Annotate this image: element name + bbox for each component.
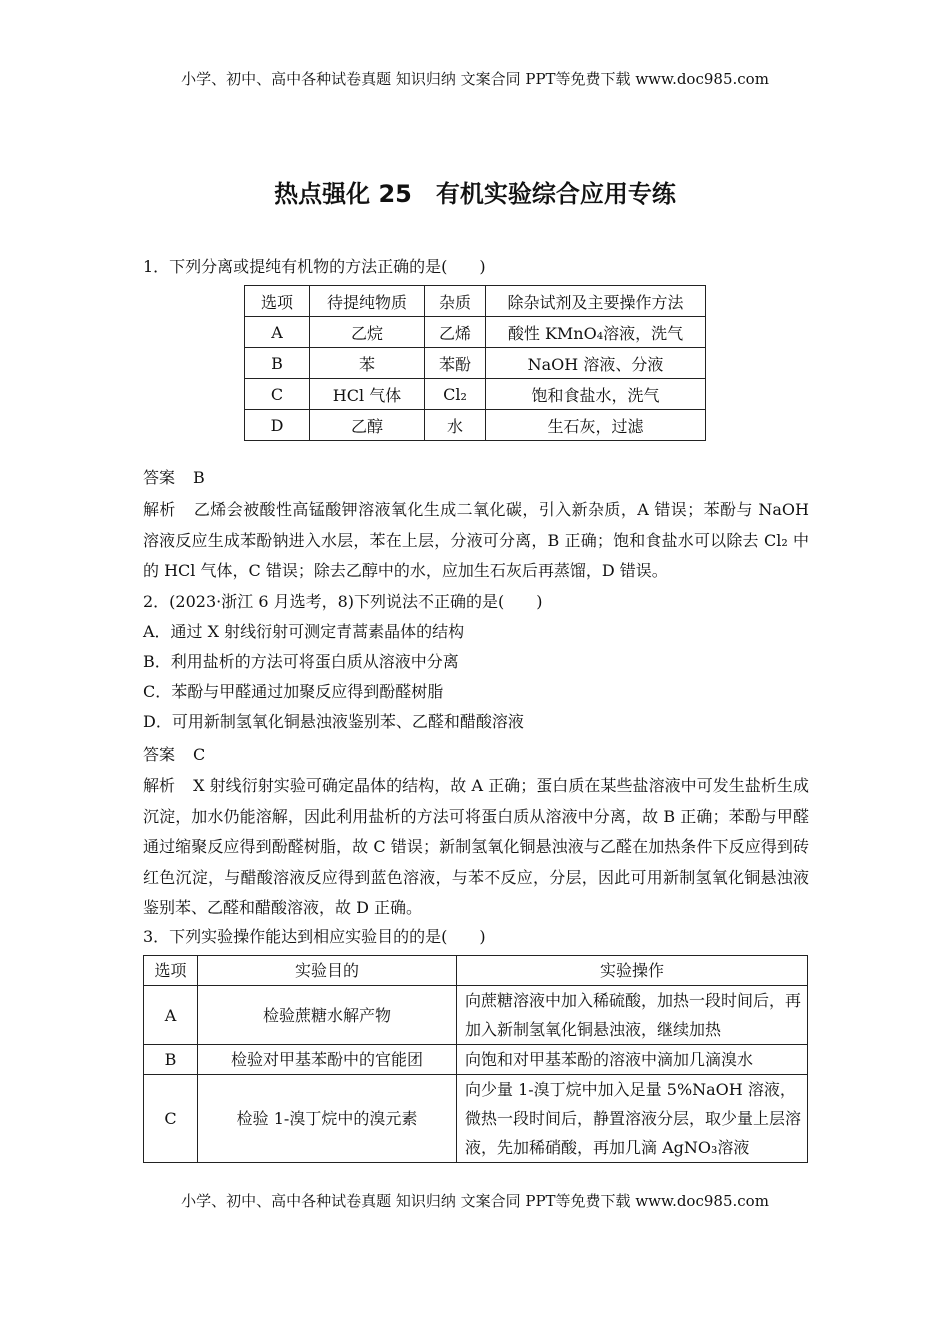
cell: HCl 气体: [310, 379, 425, 410]
cell: 苯酚: [425, 348, 486, 379]
cell: 向蔗糖溶液中加入稀硫酸，加热一段时间后，再加入新制氢氧化铜悬浊液，继续加热: [457, 986, 808, 1045]
answer-label: 答案: [143, 468, 176, 487]
q2-analysis: [143, 771, 809, 924]
answer-label: 答案: [143, 745, 176, 764]
cell: 检验对甲基苯酚中的官能团: [198, 1045, 457, 1075]
cell: 检验 1-溴丁烷中的溴元素: [198, 1075, 457, 1163]
cell: 乙烯: [425, 317, 486, 348]
cell: A: [144, 986, 198, 1045]
analysis-text: X 射线衍射实验可确定晶体的结构，故 A 正确；蛋白质在某些盐溶液中可发生盐析生成沉淀，加水仍能溶解，因此利用盐析的方法可将蛋白质从溶液中分离，故 B 正确；苯酚与甲醛通过缩聚反应得到酚醛树脂，故 C 错误；新制氢氧化铜悬浊液与乙醛在加热条件下反应得到砖红色沉淀，与醋酸溶液反应得到蓝色溶液，与苯不反应，分层，因此可用新制氢氧化铜悬浊液鉴别苯、乙醛和醋酸溶液，故 D 正确。: [143, 776, 809, 917]
table-row: [144, 986, 808, 1045]
cell: 向饱和对甲基苯酚的溶液中滴加几滴溴水: [457, 1045, 808, 1075]
page-header: 小学、初中、高中各种试卷真题 知识归纳 文案合同 PPT等免费下载 www.doc985.com: [181, 70, 769, 88]
cell: 酸性 KMnO₄溶液，洗气: [486, 317, 706, 348]
header-cell: 选项: [245, 286, 310, 317]
cell: 乙醇: [310, 410, 425, 441]
table-row: [245, 348, 706, 379]
cell: D: [245, 410, 310, 441]
cell: 乙烷: [310, 317, 425, 348]
cell: 生石灰，过滤: [486, 410, 706, 441]
page-title: 热点强化 25 有机实验综合应用专练: [274, 180, 676, 208]
cell: NaOH 溶液、分液: [486, 348, 706, 379]
cell: 水: [425, 410, 486, 441]
analysis-label: 解析: [143, 500, 176, 519]
table-header-row: [245, 286, 706, 317]
table-row: [144, 1045, 808, 1075]
answer-value: B: [193, 468, 205, 487]
cell: A: [245, 317, 310, 348]
q2-answer: [143, 740, 809, 770]
table-row: [245, 410, 706, 441]
q2-option: B．利用盐析的方法可将蛋白质从溶液中分离: [143, 652, 459, 671]
analysis-text: 乙烯会被酸性高锰酸钾溶液氧化生成二氧化碳，引入新杂质，A 错误；苯酚与 NaOH 溶液反应生成苯酚钠进入水层，苯在上层，分液可分离，B 正确；饱和食盐水可以除去 Cl₂ 中的 HCl 气体，C 错误；除去乙醇中的水，应加生石灰后再蒸馏，D 错误。: [143, 500, 809, 580]
cell: C: [144, 1075, 198, 1163]
cell: C: [245, 379, 310, 410]
cell: 向少量 1-溴丁烷中加入足量 5%NaOH 溶液，微热一段时间后，静置溶液分层，取少量上层溶液，先加稀硝酸，再加几滴 AgNO₃溶液: [457, 1075, 808, 1163]
q1-stem: 1．下列分离或提纯有机物的方法正确的是( ): [143, 257, 486, 276]
analysis-label: 解析: [143, 776, 176, 795]
cell: 检验蔗糖水解产物: [198, 986, 457, 1045]
answer-value: C: [193, 745, 206, 764]
table-row: [245, 379, 706, 410]
header-cell: 实验目的: [198, 956, 457, 986]
cell: 苯: [310, 348, 425, 379]
cell: B: [144, 1045, 198, 1075]
page-footer: 小学、初中、高中各种试卷真题 知识归纳 文案合同 PPT等免费下载 www.doc985.com: [181, 1192, 769, 1210]
header-cell: 实验操作: [457, 956, 808, 986]
q1-answer: [143, 463, 809, 493]
q2-option: D．可用新制氢氧化铜悬浊液鉴别苯、乙醛和醋酸溶液: [143, 712, 524, 731]
header-cell: 除杂试剂及主要操作方法: [486, 286, 706, 317]
q1-analysis: [143, 495, 809, 587]
cell: B: [245, 348, 310, 379]
table-row: [245, 317, 706, 348]
table-row: [144, 1075, 808, 1163]
table-header-row: [144, 956, 808, 986]
q3-stem: 3．下列实验操作能达到相应实验目的的是( ): [143, 927, 486, 946]
header-cell: 待提纯物质: [310, 286, 425, 317]
q2-stem: 2．(2023·浙江 6 月选考，8)下列说法不正确的是( ): [143, 592, 543, 611]
q2-option: C．苯酚与甲醛通过加聚反应得到酚醛树脂: [143, 682, 444, 701]
header-cell: 杂质: [425, 286, 486, 317]
cell: Cl₂: [425, 379, 486, 410]
cell: 饱和食盐水，洗气: [486, 379, 706, 410]
q1-table: [244, 285, 706, 441]
q3-table: [143, 955, 808, 1163]
header-cell: 选项: [144, 956, 198, 986]
q2-option: A．通过 X 射线衍射可测定青蒿素晶体的结构: [143, 622, 465, 641]
